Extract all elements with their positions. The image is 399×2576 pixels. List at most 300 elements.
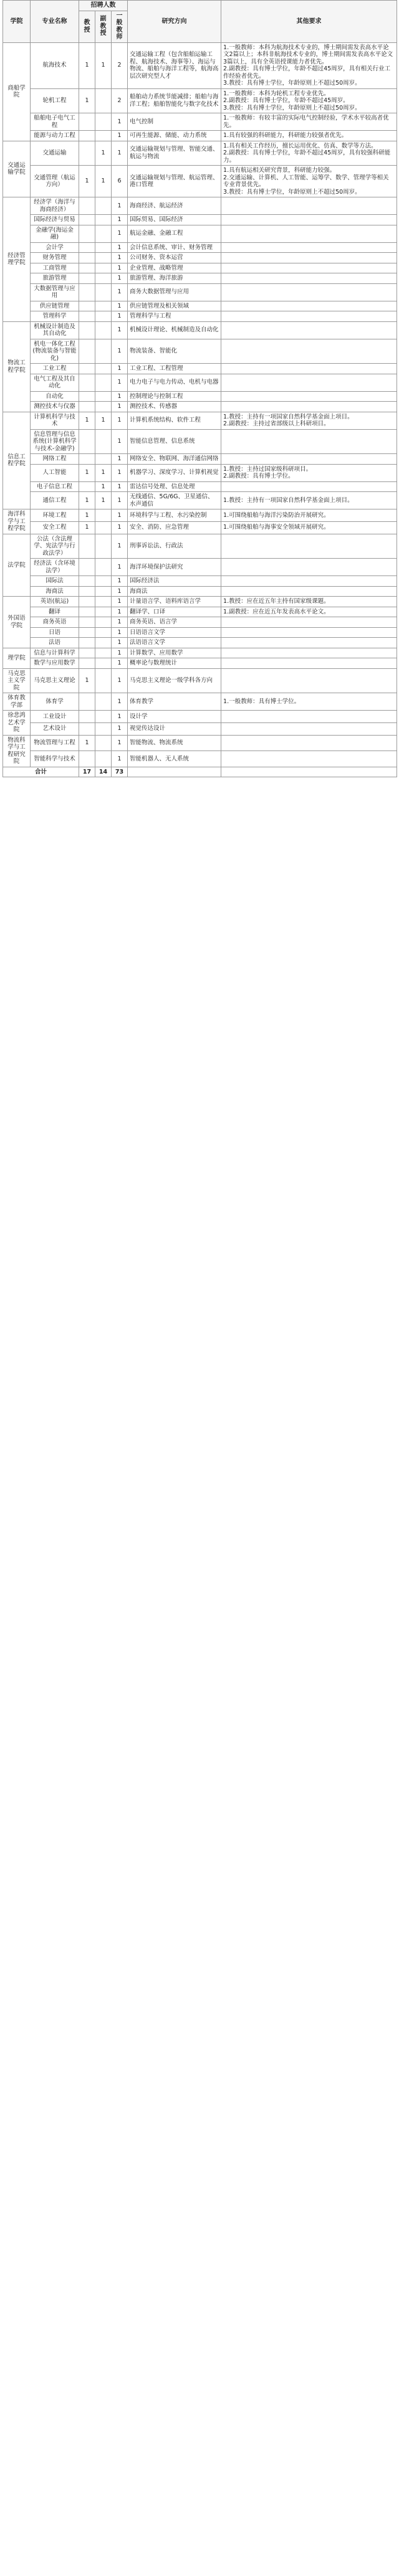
research-direction: 国际经济法 [128,576,221,587]
teacher-count: 1 [112,253,128,263]
table-row [3,509,397,522]
assoc-professor-count: 1 [95,166,112,197]
teacher-count: 1 [112,429,128,454]
assoc-professor-count: 1 [95,141,112,166]
other-requirements [221,215,397,225]
major-cell: 工业设计 [31,711,79,723]
college-cell: 理学院 [3,648,31,668]
college-cell: 外国语学院 [3,597,31,648]
assoc-professor-count [95,735,112,751]
research-direction: 交通运输规划与管理、航运管理、港口管理 [128,166,221,197]
other-requirements [221,402,397,412]
major-cell: 电气工程及其自动化 [31,374,79,391]
assoc-professor-count [95,559,112,576]
teacher-count: 1 [112,301,128,311]
teacher-count: 1 [112,627,128,638]
other-requirements: 1.教授：主持过国家级科研项目。 2.副教授：具有博士学位。 [221,464,397,481]
col-header-major: 专业名称 [31,1,79,43]
teacher-count: 1 [112,668,128,693]
assoc-professor-count [95,638,112,648]
professor-count: 1 [79,509,95,522]
teacher-count: 2 [112,42,128,88]
assoc-professor-count [95,722,112,735]
assoc-professor-count [95,374,112,391]
table-row [3,42,397,88]
teacher-count: 1 [112,374,128,391]
other-requirements: 1.一般教师：有较丰富的实际电气控制经验，学术水平较高者优先。 [221,113,397,131]
major-cell: 人工智能 [31,464,79,481]
assoc-professor-count [95,576,112,587]
teacher-count: 1 [112,283,128,301]
assoc-professor-count [95,521,112,534]
assoc-professor-count [95,586,112,597]
teacher-count: 1 [112,391,128,402]
professor-count [79,113,95,131]
research-direction: 计算机系统结构、软件工程 [128,412,221,429]
table-row [3,492,397,509]
table-row [3,722,397,735]
major-cell: 能源与动力工程 [31,131,79,141]
table-row [3,559,397,576]
research-direction: 视觉传达设计 [128,722,221,735]
table-row [3,339,397,364]
table-row [3,521,397,534]
recruitment-table [2,0,397,777]
research-direction: 机器学习、深度学习、计算机视觉 [128,464,221,481]
other-requirements: 1.可围绕船舶与海事安全领域开展研究。 [221,521,397,534]
other-requirements [221,197,397,215]
professor-count [79,225,95,242]
teacher-count: 1 [112,648,128,658]
professor-count: 1 [79,735,95,751]
major-cell: 物流管理与工程 [31,735,79,751]
professor-count [79,658,95,669]
professor-count [79,402,95,412]
research-direction: 计算数学、应用数学 [128,648,221,658]
col-header-other: 其他要求 [221,1,397,43]
professor-count [79,638,95,648]
table-row [3,481,397,492]
professor-count [79,131,95,141]
teacher-count: 1 [112,364,128,374]
assoc-professor-count [95,321,112,339]
college-cell: 信息工程学院 [3,412,31,509]
table-row [3,242,397,253]
other-requirements [221,374,397,391]
other-requirements [221,391,397,402]
teacher-count: 1 [112,597,128,607]
table-row [3,301,397,311]
research-direction: 环境科学与工程、水污染控制 [128,509,221,522]
assoc-professor-count [95,283,112,301]
teacher-count: 2 [112,88,128,113]
total-professor: 17 [79,767,95,777]
assoc-professor-count [95,668,112,693]
major-cell: 航海技术 [31,42,79,88]
col-header-college: 学院 [3,1,31,43]
teacher-count: 1 [112,658,128,669]
major-cell: 会计学 [31,242,79,253]
college-cell: 体育教学部 [3,693,31,711]
professor-count [79,711,95,723]
research-direction: 航运金融、金融工程 [128,225,221,242]
research-direction: 船舶动力系统节能减排；船舶与海洋工程；船舶智能化与数字化技术 [128,88,221,113]
major-cell: 信息管理与信息系统(计算机科学与技术-金融学) [31,429,79,454]
major-cell: 经济学（海洋与海商经济） [31,197,79,215]
teacher-count: 1 [112,509,128,522]
major-cell: 安全工程 [31,521,79,534]
major-cell: 数学与应用数学 [31,658,79,669]
other-requirements [221,242,397,253]
research-direction: 控制理论与控制工程 [128,391,221,402]
major-cell: 轮机工程 [31,88,79,113]
col-header-assoc-professor: 副教授 [95,11,112,42]
other-requirements: 1.副教授：应在近五年发表高水平论文。 [221,607,397,617]
other-requirements: 1.一般教师：本科为轮机工程专业优先。 2.副教授：具有博士学位，年龄不超过45周岁。 3.教授：具有博士学位，年龄原则上不超过50周岁。 [221,88,397,113]
research-direction: 测控技术、传感器 [128,402,221,412]
other-requirements: 1.一般教师：具有博士学位。 [221,693,397,711]
major-cell: 交通运输 [31,141,79,166]
professor-count: 1 [79,412,95,429]
table-row [3,253,397,263]
college-cell: 经济管理学院 [3,197,31,322]
table-header [3,1,397,43]
major-cell: 旅游管理 [31,273,79,284]
other-requirements [221,735,397,751]
other-requirements [221,711,397,723]
teacher-count: 1 [112,273,128,284]
teacher-count: 1 [112,242,128,253]
research-direction: 会计信息系统、审计、财务管理 [128,242,221,253]
research-direction: 马克思主义理论一级学科各方向 [128,668,221,693]
research-direction: 物流装备、智能化 [128,339,221,364]
assoc-professor-count [95,607,112,617]
other-requirements [221,559,397,576]
teacher-count: 1 [112,402,128,412]
research-direction: 翻译学、口译 [128,607,221,617]
assoc-professor-count [95,402,112,412]
research-direction: 交通运输规划与管理、智能交通、航运与物流 [128,141,221,166]
research-direction: 智能信息管理、信息系统 [128,429,221,454]
major-cell: 通信工程 [31,492,79,509]
research-direction: 可再生能源、储能、动力系统 [128,131,221,141]
assoc-professor-count [95,225,112,242]
other-requirements [221,576,397,587]
teacher-count: 1 [112,481,128,492]
table-row [3,597,397,607]
professor-count [79,311,95,322]
college-cell: 徐悲鸿艺术学院 [3,711,31,736]
teacher-count: 1 [112,131,128,141]
research-direction: 交通运输工程（包含船舶运输工程、航海技术、海事等）、海运与物流、船舶与海洋工程等，航海高层次研究型人才 [128,42,221,88]
table-row [3,412,397,429]
table-row [3,215,397,225]
teacher-count: 1 [112,534,128,559]
teacher-count: 1 [112,638,128,648]
other-requirements [221,658,397,669]
research-direction: 公司财务、资本运营 [128,253,221,263]
research-direction: 工业工程、工程管理 [128,364,221,374]
table-body [3,42,397,767]
research-direction: 国际贸易、国际经济 [128,215,221,225]
research-direction: 法语语言文学 [128,638,221,648]
major-cell: 船舶电子电气工程 [31,113,79,131]
assoc-professor-count [95,339,112,364]
assoc-professor-count [95,648,112,658]
college-cell: 物流工程学院 [3,321,31,412]
teacher-count: 1 [112,141,128,166]
teacher-count: 1 [112,521,128,534]
research-direction: 网络安全、物联网、海洋通信网络 [128,454,221,465]
assoc-professor-count [95,253,112,263]
research-direction: 雷达信号处理、信息处理 [128,481,221,492]
research-direction: 海商经济、航运经济 [128,197,221,215]
professor-count [79,273,95,284]
table-row [3,648,397,658]
research-direction: 体育教学 [128,693,221,711]
research-direction: 海洋环境保护法研究 [128,559,221,576]
college-cell: 马克思主义学院 [3,668,31,693]
major-cell: 信息与计算科学 [31,648,79,658]
table-row [3,364,397,374]
professor-count [79,534,95,559]
professor-count [79,693,95,711]
table-row [3,88,397,113]
major-cell: 智能科学与技术 [31,751,79,767]
major-cell: 体育学 [31,693,79,711]
college-cell: 交通运输学院 [3,141,31,197]
professor-count: 1 [79,492,95,509]
major-cell: 计算机科学与技术 [31,412,79,429]
major-cell: 国际经济与贸易 [31,215,79,225]
teacher-count: 1 [112,722,128,735]
total-teacher: 73 [112,767,128,777]
other-requirements [221,454,397,465]
table-row [3,607,397,617]
total-row [3,767,397,777]
professor-count [79,321,95,339]
major-cell: 财务管理 [31,253,79,263]
research-direction: 日语语言文学 [128,627,221,638]
table-row [3,225,397,242]
research-direction: 海商法 [128,586,221,597]
assoc-professor-count [95,751,112,767]
other-requirements [221,627,397,638]
major-cell: 海商法 [31,586,79,597]
total-empty-other [221,767,397,777]
assoc-professor-count [95,617,112,628]
professor-count [79,374,95,391]
table-row [3,464,397,481]
research-direction: 电力电子与电力传动、电机与电器 [128,374,221,391]
professor-count [79,597,95,607]
teacher-count: 1 [112,693,128,711]
professor-count [79,617,95,628]
assoc-professor-count [95,301,112,311]
professor-count [79,454,95,465]
teacher-count: 1 [112,492,128,509]
professor-count: 1 [79,668,95,693]
professor-count: 1 [79,521,95,534]
major-cell: 公法（含法理学、宪法学与行政法学） [31,534,79,559]
total-assoc-professor: 14 [95,767,112,777]
professor-count [79,751,95,767]
major-cell: 经济法（含环境法学） [31,559,79,576]
teacher-count: 1 [112,339,128,364]
teacher-count: 1 [112,617,128,628]
assoc-professor-count [95,597,112,607]
table-row [3,735,397,751]
col-header-research: 研究方向 [128,1,221,43]
other-requirements [221,722,397,735]
other-requirements: 1.具有较强的科研能力，科研能力较强者优先。 [221,131,397,141]
major-cell: 马克思主义理论 [31,668,79,693]
table-row [3,668,397,693]
professor-count [79,391,95,402]
professor-count: 1 [79,42,95,88]
other-requirements [221,534,397,559]
research-direction: 供应链管理及相关领域 [128,301,221,311]
major-cell: 机电一体化工程(物流装备与智能化) [31,339,79,364]
assoc-professor-count [95,311,112,322]
research-direction: 无线通信、5G/6G、卫星通信、水声通信 [128,492,221,509]
professor-count: 1 [79,166,95,197]
other-requirements: 1.教授：主持有一项国家自然科学基金面上项目。 2.副教授：主持过省部级以上科研项目。 [221,412,397,429]
other-requirements: 1.教授：主持有一项国家自然科学基金面上项目。 [221,492,397,509]
professor-count [79,301,95,311]
major-cell: 翻译 [31,607,79,617]
teacher-count: 1 [112,607,128,617]
professor-count [79,481,95,492]
research-direction: 计量语言学、语料库语言学 [128,597,221,607]
assoc-professor-count [95,429,112,454]
teacher-count: 1 [112,751,128,767]
other-requirements [221,263,397,273]
professor-count [79,339,95,364]
major-cell: 机械设计制造及其自动化 [31,321,79,339]
major-cell: 供应链管理 [31,301,79,311]
major-cell: 国际法 [31,576,79,587]
table-row [3,321,397,339]
table-row [3,273,397,284]
assoc-professor-count [95,693,112,711]
table-row [3,429,397,454]
major-cell: 商务英语 [31,617,79,628]
teacher-count: 1 [112,321,128,339]
professor-count: 1 [79,464,95,481]
research-direction: 管理科学与工程 [128,311,221,322]
major-cell: 法语 [31,638,79,648]
professor-count [79,215,95,225]
teacher-count: 1 [112,263,128,273]
research-direction: 概率论与数理统计 [128,658,221,669]
major-cell: 自动化 [31,391,79,402]
teacher-count: 1 [112,225,128,242]
professor-count [79,263,95,273]
table-row [3,402,397,412]
assoc-professor-count [95,197,112,215]
other-requirements [221,311,397,322]
assoc-professor-count [95,131,112,141]
table-row [3,617,397,628]
table-row [3,283,397,301]
professor-count [79,607,95,617]
table-row [3,693,397,711]
major-cell: 日语 [31,627,79,638]
assoc-professor-count [95,454,112,465]
research-direction: 商务英语、语言学 [128,617,221,628]
teacher-count: 1 [112,559,128,576]
other-requirements [221,283,397,301]
other-requirements: 1.教授：应在近五年主持有国家级课题。 [221,597,397,607]
assoc-professor-count: 1 [95,464,112,481]
table-row [3,263,397,273]
major-cell: 金融学(海运金融) [31,225,79,242]
table-row [3,141,397,166]
other-requirements: 1.具有相关工作经历，擅长运用优化、仿真、数学等方法。 2.副教授：具有博士学位，年龄不超过45周岁，具有较强科研能力。 [221,141,397,166]
table-row [3,638,397,648]
major-cell: 网络工程 [31,454,79,465]
other-requirements [221,253,397,263]
assoc-professor-count [95,273,112,284]
major-cell: 工业工程 [31,364,79,374]
assoc-professor-count [95,215,112,225]
table-row [3,627,397,638]
assoc-professor-count: 1 [95,492,112,509]
table-row [3,751,397,767]
table-row [3,454,397,465]
table-row [3,197,397,215]
assoc-professor-count: 1 [95,42,112,88]
assoc-professor-count [95,263,112,273]
total-empty-research [128,767,221,777]
professor-count [79,141,95,166]
table-row [3,311,397,322]
teacher-count: 1 [112,197,128,215]
table-row [3,586,397,597]
total-label: 合计 [3,767,79,777]
assoc-professor-count: 1 [95,481,112,492]
assoc-professor-count [95,88,112,113]
table-row [3,576,397,587]
college-cell: 商船学院 [3,42,31,141]
assoc-professor-count [95,627,112,638]
teacher-count: 1 [112,576,128,587]
professor-count [79,429,95,454]
major-cell: 英语(航运) [31,597,79,607]
other-requirements [221,648,397,658]
college-cell: 物流科学与工程研究院 [3,735,31,767]
other-requirements [221,339,397,364]
table-row [3,711,397,723]
professor-count [79,253,95,263]
other-requirements [221,586,397,597]
teacher-count: 1 [112,586,128,597]
teacher-count: 1 [112,311,128,322]
table-row [3,113,397,131]
teacher-count: 6 [112,166,128,197]
col-header-recruit: 招聘人数 [79,1,128,11]
college-cell: 海洋科学与工程学院 [3,509,31,534]
teacher-count: 1 [112,464,128,481]
teacher-count: 1 [112,113,128,131]
assoc-professor-count [95,534,112,559]
professor-count [79,364,95,374]
assoc-professor-count [95,242,112,253]
other-requirements [221,429,397,454]
assoc-professor-count [95,391,112,402]
teacher-count: 1 [112,735,128,751]
